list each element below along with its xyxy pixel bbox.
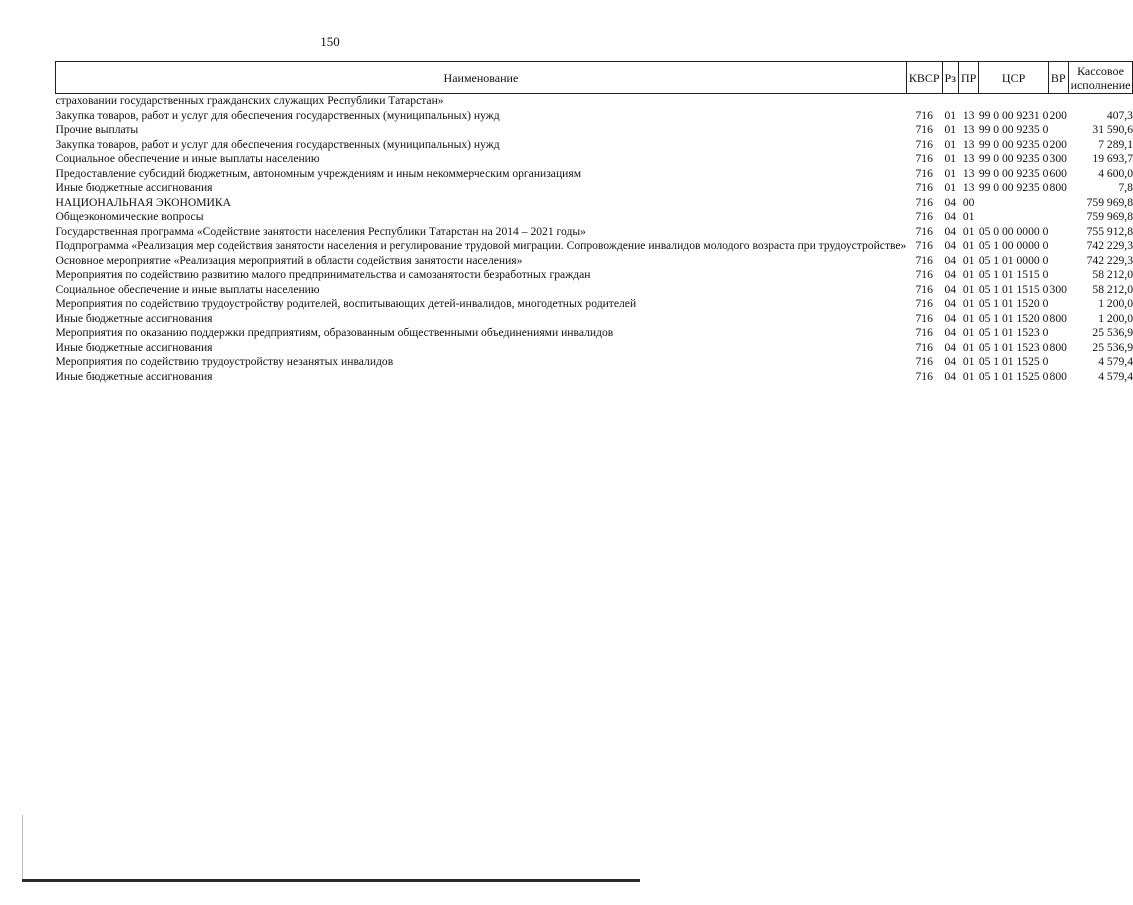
cell-rz: 04 xyxy=(944,340,957,354)
cell-rz: 04 xyxy=(944,369,957,383)
cell-rz: 04 xyxy=(944,239,957,252)
cell-csr: 05 1 01 1520 0 xyxy=(978,311,1049,325)
cell-amount: 58 212,0 xyxy=(1092,282,1133,296)
cell-amount: 19 693,7 xyxy=(1092,152,1133,165)
cell-name: Закупка товаров, работ и услуг для обеспечения государственных (муниципальных) нужд xyxy=(55,137,500,151)
cell-amount: 7 289,1 xyxy=(1098,137,1133,151)
cell-csr xyxy=(979,94,1049,109)
table-row xyxy=(56,283,1133,298)
cell-vr xyxy=(1048,196,1068,211)
cell-pr: 01 xyxy=(962,355,975,368)
page-number: 150 xyxy=(320,34,340,49)
cell-pr xyxy=(958,94,978,109)
cell-pr: 00 xyxy=(962,195,975,209)
cell-amount: 4 579,4 xyxy=(1098,355,1133,368)
cell-amount: 759 969,8 xyxy=(1086,195,1133,209)
cell-pr: 13 xyxy=(962,181,975,194)
cell-vr: 200 xyxy=(1049,108,1067,122)
cell-pr: 01 xyxy=(962,326,975,339)
cell-kvsr: 716 xyxy=(915,355,933,368)
cell-vr xyxy=(1048,268,1068,283)
cell-kvsr: 716 xyxy=(915,210,933,223)
column-header-rz: Рз xyxy=(942,62,958,94)
cell-name: Иные бюджетные ассигнования xyxy=(55,340,213,354)
cell-kvsr xyxy=(906,94,942,109)
cell-kvsr: 716 xyxy=(915,195,933,209)
cell-name: Мероприятия по содействию трудоустройству родителей, воспитывающих детей-инвалидов, многодетных родителей xyxy=(55,297,637,310)
cell-pr: 01 xyxy=(962,282,975,296)
cell-kvsr: 716 xyxy=(915,108,933,122)
cell-name: страховании государственных гражданских служащих Республики Татарстан» xyxy=(55,94,444,107)
column-header-pr: ПР xyxy=(958,62,978,94)
cell-amount: 7,8 xyxy=(1118,181,1133,194)
column-header-vr: ВР xyxy=(1048,62,1068,94)
cell-pr: 01 xyxy=(962,369,975,383)
cell-vr: 200 xyxy=(1049,137,1067,151)
cell-name: Государственная программа «Содействие занятости населения Республики Татарстан на 2014 – 2021 годы» xyxy=(55,224,586,238)
cell-kvsr: 716 xyxy=(915,181,933,194)
cell-pr: 01 xyxy=(962,311,975,325)
cell-kvsr: 716 xyxy=(915,239,933,252)
table-row xyxy=(56,326,1133,341)
cell-vr xyxy=(1048,123,1068,138)
cell-csr: 05 1 01 1520 0 xyxy=(978,297,1049,310)
cell-vr xyxy=(1048,210,1068,225)
cell-csr: 05 1 01 1525 0 xyxy=(978,355,1049,368)
cell-kvsr: 716 xyxy=(915,282,933,296)
cell-csr: 99 0 00 9235 0 xyxy=(978,123,1049,136)
scan-bottom-border xyxy=(22,879,640,882)
cell-amount: 25 536,9 xyxy=(1092,340,1133,354)
table-row xyxy=(56,312,1133,327)
cell-amount: 407,3 xyxy=(1106,108,1133,122)
cell-vr xyxy=(1048,326,1068,341)
column-header-csr: ЦСР xyxy=(979,62,1049,94)
cell-amount: 31 590,6 xyxy=(1092,123,1133,136)
cell-rz: 04 xyxy=(944,282,957,296)
cell-vr: 300 xyxy=(1049,152,1067,165)
table-row xyxy=(56,181,1133,196)
cell-pr: 01 xyxy=(962,297,975,310)
cell-amount: 755 912,8 xyxy=(1086,224,1133,238)
cell-amount: 742 229,3 xyxy=(1086,239,1133,252)
cell-vr xyxy=(1048,94,1068,109)
cell-name: Иные бюджетные ассигнования xyxy=(55,369,213,383)
cell-kvsr: 716 xyxy=(915,253,933,267)
cell-kvsr: 716 xyxy=(915,166,933,180)
cell-rz: 04 xyxy=(944,268,957,281)
cell-amount: 25 536,9 xyxy=(1092,326,1133,339)
cell-amount: 759 969,8 xyxy=(1086,210,1133,223)
table-row xyxy=(56,196,1133,211)
cell-name: Основное мероприятие «Реализация мероприятий в области содействия занятости населения» xyxy=(55,253,523,267)
cell-rz: 04 xyxy=(944,297,957,310)
cell-name: НАЦИОНАЛЬНАЯ ЭКОНОМИКА xyxy=(55,195,232,209)
cell-name: Предоставление субсидий бюджетным, автономным учреждениям и иным некоммерческим организациям xyxy=(55,166,582,180)
table-row xyxy=(56,341,1133,356)
cell-vr: 300 xyxy=(1049,282,1067,296)
table-row xyxy=(56,109,1133,124)
cell-rz: 04 xyxy=(944,311,957,325)
cell-name: Иные бюджетные ассигнования xyxy=(55,311,213,325)
column-header-amount: Кассовое исполнение xyxy=(1068,62,1133,94)
cell-amount: 1 200,0 xyxy=(1098,297,1133,310)
cell-kvsr: 716 xyxy=(915,311,933,325)
table-body xyxy=(56,94,1133,385)
cell-csr: 99 0 00 9235 0 xyxy=(978,152,1049,165)
column-header-kvsr: КВСР xyxy=(906,62,942,94)
cell-name: Прочие выплаты xyxy=(55,123,139,136)
cell-rz: 01 xyxy=(944,108,957,122)
cell-vr: 600 xyxy=(1049,166,1067,180)
cell-rz xyxy=(942,94,958,109)
table-row xyxy=(56,123,1133,138)
cell-pr: 01 xyxy=(962,253,975,267)
cell-rz: 01 xyxy=(944,166,957,180)
cell-kvsr: 716 xyxy=(915,369,933,383)
cell-rz: 04 xyxy=(944,355,957,368)
cell-rz: 01 xyxy=(944,137,957,151)
cell-pr: 13 xyxy=(962,108,975,122)
cell-amount: 4 600,0 xyxy=(1098,166,1133,180)
cell-pr: 01 xyxy=(962,268,975,281)
table-row xyxy=(56,167,1133,182)
cell-kvsr: 716 xyxy=(915,297,933,310)
cell-kvsr: 716 xyxy=(915,137,933,151)
cell-csr: 05 1 01 1523 0 xyxy=(978,340,1049,354)
cell-rz: 01 xyxy=(944,123,957,136)
table-row xyxy=(56,254,1133,269)
cell-vr xyxy=(1048,254,1068,269)
cell-vr xyxy=(1048,297,1068,312)
cell-csr: 05 1 00 0000 0 xyxy=(978,239,1049,252)
cell-name: Мероприятия по содействию развитию малого предпринимательства и самозанятости безработных граждан xyxy=(55,268,591,281)
cell-rz: 04 xyxy=(944,224,957,238)
cell-pr: 01 xyxy=(962,340,975,354)
cell-name: Закупка товаров, работ и услуг для обеспечения государственных (муниципальных) нужд xyxy=(55,108,500,122)
cell-kvsr: 716 xyxy=(915,152,933,165)
cell-kvsr: 716 xyxy=(915,268,933,281)
cell-pr: 13 xyxy=(962,137,975,151)
cell-csr: 05 1 01 0000 0 xyxy=(978,253,1049,267)
cell-vr xyxy=(1048,225,1068,240)
column-header-name: Наименование xyxy=(56,62,907,94)
table-row xyxy=(56,268,1133,283)
cell-vr: 800 xyxy=(1049,340,1067,354)
cell-rz: 01 xyxy=(944,181,957,194)
cell-name: Социальное обеспечение и иные выплаты населению xyxy=(55,282,320,296)
table-row xyxy=(56,225,1133,240)
cell-csr: 99 0 00 9235 0 xyxy=(978,181,1049,194)
cell-vr xyxy=(1048,239,1068,254)
cell-csr: 99 0 00 9235 0 xyxy=(978,166,1049,180)
cell-pr: 13 xyxy=(962,166,975,180)
cell-vr: 800 xyxy=(1049,369,1067,383)
cell-kvsr: 716 xyxy=(915,224,933,238)
cell-csr: 05 1 01 1515 0 xyxy=(978,268,1049,281)
cell-csr xyxy=(979,210,1049,225)
scan-edge-line xyxy=(22,815,23,881)
cell-vr: 800 xyxy=(1049,311,1067,325)
cell-amount xyxy=(1068,94,1133,109)
cell-name: Мероприятия по оказанию поддержки предприятиям, образованным общественными объединениями инвалидов xyxy=(55,326,614,339)
cell-rz: 04 xyxy=(944,326,957,339)
cell-name: Общеэкономические вопросы xyxy=(55,210,204,223)
table-row xyxy=(56,138,1133,153)
cell-pr: 01 xyxy=(962,210,975,223)
table-row xyxy=(56,355,1133,370)
cell-vr: 800 xyxy=(1049,181,1067,194)
table-row xyxy=(56,152,1133,167)
cell-name: Социальное обеспечение и иные выплаты населению xyxy=(55,152,320,165)
cell-csr: 05 1 01 1515 0 xyxy=(978,282,1049,296)
cell-csr: 99 0 00 9235 0 xyxy=(978,137,1049,151)
cell-name: Иные бюджетные ассигнования xyxy=(55,181,213,194)
cell-rz: 04 xyxy=(944,210,957,223)
cell-rz: 04 xyxy=(944,253,957,267)
cell-pr: 01 xyxy=(962,224,975,238)
cell-vr xyxy=(1048,355,1068,370)
cell-amount: 58 212,0 xyxy=(1092,268,1133,281)
cell-csr: 05 1 01 1523 0 xyxy=(978,326,1049,339)
cell-kvsr: 716 xyxy=(915,326,933,339)
cell-kvsr: 716 xyxy=(915,340,933,354)
cell-amount: 4 579,4 xyxy=(1098,369,1133,383)
cell-csr: 99 0 00 9231 0 xyxy=(978,108,1049,122)
cell-amount: 1 200,0 xyxy=(1098,311,1133,325)
cell-name: Подпрограмма «Реализация мер содействия занятости населения и регулирование трудовой миграции. Сопровождение инвалидов молодого возраста при трудоустройстве» xyxy=(55,239,907,252)
cell-kvsr: 716 xyxy=(915,123,933,136)
budget-execution-table xyxy=(55,61,1133,384)
cell-pr: 01 xyxy=(962,239,975,252)
table-row xyxy=(56,297,1133,312)
table-row xyxy=(56,94,1133,109)
cell-pr: 13 xyxy=(962,123,975,136)
cell-pr: 13 xyxy=(962,152,975,165)
table-header-row xyxy=(56,62,1133,94)
cell-csr xyxy=(979,196,1049,211)
table-row xyxy=(56,370,1133,385)
cell-amount: 742 229,3 xyxy=(1086,253,1133,267)
table-row xyxy=(56,239,1133,254)
cell-rz: 01 xyxy=(944,152,957,165)
cell-rz: 04 xyxy=(944,195,957,209)
cell-name: Мероприятия по содействию трудоустройству незанятых инвалидов xyxy=(55,355,394,368)
cell-csr: 05 0 00 0000 0 xyxy=(978,224,1049,238)
cell-csr: 05 1 01 1525 0 xyxy=(978,369,1049,383)
table-row xyxy=(56,210,1133,225)
